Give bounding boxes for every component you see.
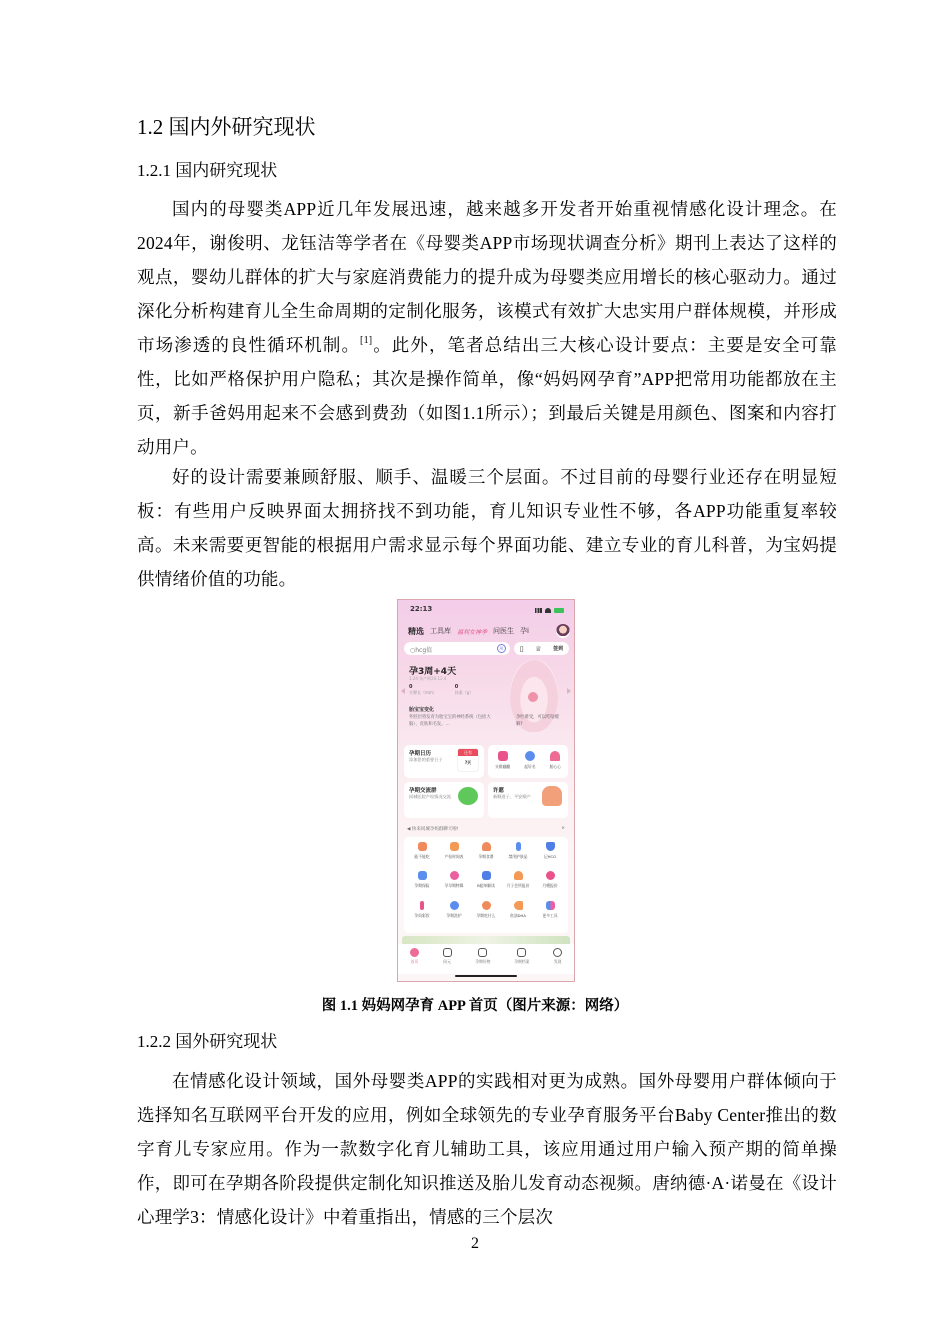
grid-item <box>438 900 470 929</box>
community-icon <box>443 948 452 957</box>
citation-ref: [1] <box>360 335 373 346</box>
avatar <box>556 624 570 638</box>
bag-icon <box>478 948 487 957</box>
figure-caption: 图 1.1 妈妈网孕育 APP 首页（图片来源：网络） <box>321 998 629 1014</box>
nav-label: 同元 <box>443 959 451 964</box>
measurements <box>409 684 473 696</box>
bottom-nav <box>398 944 574 974</box>
home-icon <box>410 948 419 957</box>
tool-label: 起好名 <box>524 764 536 769</box>
next-arrow-icon <box>567 688 571 694</box>
tool-item <box>495 751 510 770</box>
grid-label: 孕妈彩妆 <box>414 912 430 918</box>
notice-bar <box>404 826 568 835</box>
crown-icon: ♕ <box>535 644 542 653</box>
wifi-icon <box>545 608 551 613</box>
grid-item <box>406 841 438 870</box>
records-icon <box>517 948 526 957</box>
status-bar <box>410 605 564 615</box>
search-icon: ○ <box>410 647 416 654</box>
nav-discover <box>553 948 562 974</box>
crl-label: 头臀长（mm） <box>409 690 437 695</box>
cloche-icon <box>482 842 491 851</box>
calendar-card-title: 孕期日历 <box>409 751 432 757</box>
calendar-badge: 还有 <box>458 749 478 756</box>
calendar-icon <box>458 749 478 771</box>
insurance-icon <box>418 871 427 880</box>
nav-shop <box>475 948 490 974</box>
fish-icon <box>514 901 523 910</box>
grid-item <box>470 841 502 870</box>
discover-icon <box>553 948 562 957</box>
tool-label: 头维翻翻 <box>495 764 511 769</box>
close-icon: × <box>561 826 565 831</box>
name-icon <box>525 751 535 761</box>
ai-icon: AI <box>497 644 506 653</box>
heart-icon <box>550 751 560 761</box>
search-placeholder: hcg值 <box>415 647 433 654</box>
wish-card <box>488 782 568 818</box>
wechat-icon <box>458 787 478 805</box>
nav-records <box>514 948 529 974</box>
praying-hands-icon <box>542 786 562 806</box>
weight-label: 体重（g） <box>454 690 474 695</box>
more-tools-icon <box>546 901 555 910</box>
page-number: 2 <box>471 1235 479 1252</box>
paragraph-2: 好的设计需要兼顾舒服、顺手、温暖三个层面。不过目前的母婴行业还存在明显短板：有些用户反映界面太拥挤找不到功能，育儿知识专业性不够，各APP功能重复率较高。未来需要更智能的根据用户需求显示每个界面功能、建立专业的育儿科普，为宝妈提供情绪价值的功能。 <box>137 467 837 589</box>
tool-icon <box>498 751 508 761</box>
nav-label: 首页 <box>410 959 419 964</box>
tab-featured: 精选 <box>408 626 424 636</box>
quick-actions <box>514 642 569 655</box>
paragraph-1-text: 国内的母婴类APP近几年发展迅速，越来越多开发者开始重视情感化设计理念。在2024年，谢俊明、龙钰洁等学者在《母婴类APP市场现状调查分析》期刊上表达了这样的观点，婴幼儿群体的扩大与家庭消费能力的提升成为母婴类应用增长的核心驱动力。通过深化分析构建育儿全生命周期的定制化服务，该模式有效扩大忠实用户群体规模，并形成市场渗透的良性循环机制。 <box>137 199 837 355</box>
signal-icon <box>535 608 542 613</box>
grid-label: 禁用护肤品 <box>508 854 528 859</box>
tab-promo: 福利女神季 <box>457 628 488 636</box>
grid-label: 记HCG <box>543 854 557 859</box>
shield-icon <box>546 842 555 851</box>
grid-item <box>534 900 566 929</box>
nav-label: 孕期好物 <box>475 959 491 964</box>
section-heading: 1.2 国内外研究现状 <box>137 115 316 139</box>
grid-label: 孕早期特辑 <box>444 883 464 889</box>
grid-item <box>470 870 502 899</box>
subsection-heading-domestic: 1.2.1 国内研究现状 <box>137 161 278 180</box>
ultrasound-icon <box>482 871 491 880</box>
prev-arrow-icon <box>401 688 405 694</box>
grid-label: 产检时间表 <box>444 854 464 859</box>
nanny-icon <box>546 871 555 880</box>
app-screenshot-figure <box>397 599 575 982</box>
nav-home <box>410 948 419 974</box>
tool-item <box>550 751 561 770</box>
tab-tools: 工具库 <box>430 627 451 635</box>
weight-value: 0 <box>454 684 459 690</box>
tool-grid <box>404 837 568 933</box>
grid-item <box>406 870 438 899</box>
grid-item <box>438 841 470 870</box>
special-icon <box>450 871 459 880</box>
grid-label: 孕期保险 <box>414 883 430 889</box>
tab-more: 孕i <box>520 627 529 635</box>
home-indicator <box>455 975 517 977</box>
group-card <box>404 782 484 818</box>
grid-item <box>534 841 566 870</box>
grid-label: B超单解读 <box>477 883 495 889</box>
grid-item <box>438 870 470 899</box>
paragraph-1 <box>137 192 837 464</box>
notice-text: 快来同城孕妈群聊天啦! <box>411 827 459 832</box>
crl-value: 0 <box>409 684 413 690</box>
tip-text: 孕吐难受，可以吃啥缓解? <box>516 715 559 727</box>
bottle-icon <box>516 842 521 851</box>
grid-label: 更多工具 <box>542 912 558 918</box>
calendar-card-desc: 添加您的重要日子 <box>409 757 443 762</box>
grid-label: 孕期吃什么 <box>476 912 496 918</box>
tool-item <box>524 751 535 770</box>
group-card-title: 孕期交流群 <box>409 788 437 794</box>
sign-in-icon: 签到 <box>553 646 564 652</box>
tool-label: 胎心心 <box>549 764 561 769</box>
grid-item <box>534 870 566 899</box>
search-bar <box>404 642 510 655</box>
grid-item <box>470 900 502 929</box>
battery-icon <box>554 608 564 613</box>
banner <box>402 936 570 944</box>
grid-label: 鱼油DHA <box>510 912 526 918</box>
house-icon <box>514 871 523 880</box>
nav-community <box>443 948 452 974</box>
food-icon <box>418 842 427 851</box>
almond-icon <box>482 901 491 910</box>
speaker-icon: ◀ <box>407 827 412 832</box>
grid-item <box>406 900 438 929</box>
grid-item <box>502 841 534 870</box>
paragraph-1-text-cont: 。此外，笔者总结出三大核心设计要点：主要是安全可靠性，比如严格保护用户隐私；其次是操作简单，像“妈妈网孕育”APP把常用功能都放在主页，新手爸妈用起来不会感到费劲（如图1.1所示）；到最后关键是用颜色、图案和内容打动用户。 <box>137 335 837 457</box>
nav-label: 孕期档案 <box>514 959 530 964</box>
due-date: 3.24 预产期26.12.4 <box>409 676 447 681</box>
wish-card-title: 许愿 <box>493 788 505 794</box>
group-card-desc: 同城医院产检情况交流 <box>409 794 451 799</box>
tools-card <box>488 745 568 778</box>
nav-label: 发现 <box>553 959 562 964</box>
wish-card-desc: 新顺进子、平安顺产 <box>493 794 531 799</box>
grid-item <box>502 900 534 929</box>
fetal-change-desc: 外胚层将发育为胎宝宝的神经系统（包括大脑）、皮肤和毛发。... <box>409 715 491 727</box>
grid-item <box>502 870 534 899</box>
calendar-value: ?天 <box>464 760 472 765</box>
grid-label: 孕期洗护 <box>446 912 462 918</box>
tab-ask-doctor: 问医生 <box>493 627 515 635</box>
app-tabs <box>408 624 570 638</box>
grid-label: 月子会所报价 <box>506 883 530 889</box>
status-time: 22:13 <box>410 605 433 613</box>
wash-icon <box>450 901 459 910</box>
fetal-change-title: 胎宝宝变化 <box>409 707 435 713</box>
grid-label: 孕期食谱 <box>478 854 494 859</box>
lipstick-icon <box>420 901 424 910</box>
calendar-card <box>404 745 484 778</box>
grid-label: 能不能吃 <box>414 854 430 859</box>
subsection-heading-foreign: 1.2.2 国外研究现状 <box>137 1032 278 1051</box>
pregnancy-week: 孕3周+4天 <box>409 667 457 677</box>
checklist-icon <box>450 842 459 851</box>
paragraph-3: 在情感化设计领域，国外母婴类APP的实践相对更为成熟。国外母婴用户群体倾向于选择知名互联网平台开发的应用，例如全球领先的专业孕育服务平台Baby Center推出的数字育儿专家应用。作为一款数字化育儿辅助工具，该应用通过用户输入预产期的简单操作，即可在孕期各阶段提供定制化知识推送及胎儿发育动态视频。唐纳德·A·诺曼在《设计心理学3：情感化设计》中着重指出，情感的三个层次 <box>137 1071 837 1227</box>
grid-label: 月嫂报价 <box>542 883 558 889</box>
phone-icon: ▯ <box>519 644 524 653</box>
